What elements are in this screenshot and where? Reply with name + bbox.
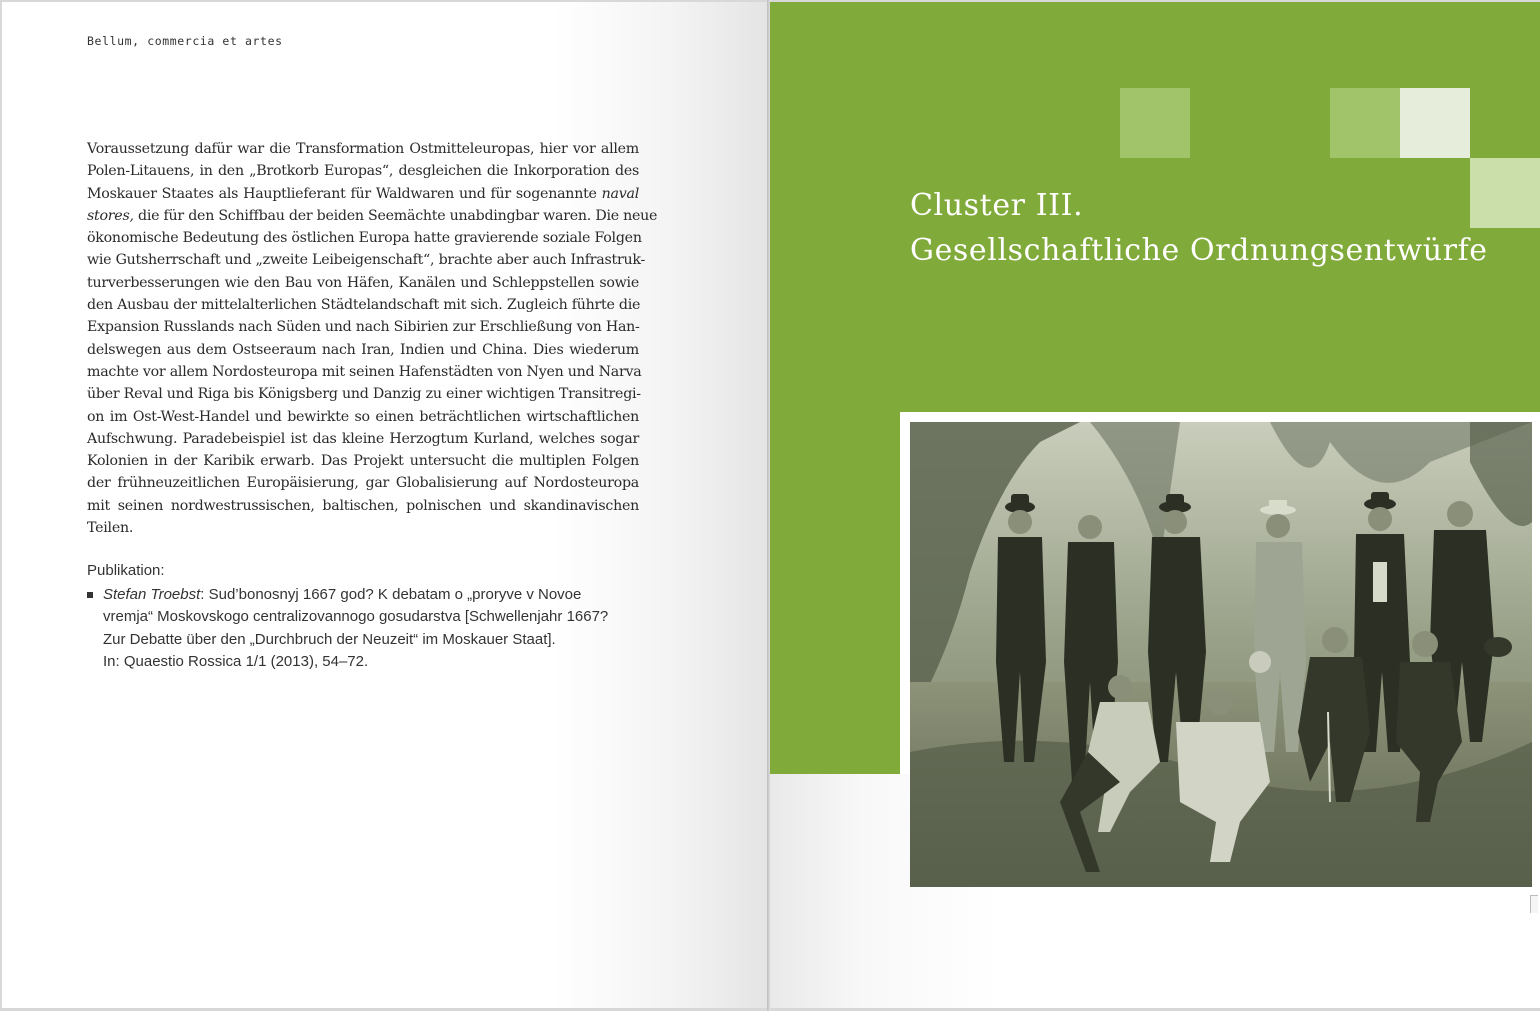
right-page xyxy=(770,2,1540,1008)
publication-entry xyxy=(87,584,647,673)
group-photo-illustration xyxy=(910,422,1532,887)
text-line: über Reval und Riga bis Königsberg und Danzig zu einer wichtigen Transitregi- xyxy=(87,386,641,403)
citation-line: vremja“ Moskovskogo centralizovannogo gosudarstva [Schwellenjahr 1667? xyxy=(103,608,609,626)
historical-group-photo xyxy=(910,422,1532,887)
citation-line: In: Quaestio Rossica 1/1 (2013), 54–72. xyxy=(103,652,369,670)
cluster-subtitle: Gesellschaftliche Ordnungsentwürfe xyxy=(910,233,1488,268)
text-line: delswegen aus dem Ostseeraum nach Iran, Indien und China. Dies wiederum xyxy=(87,341,639,358)
decorative-square xyxy=(1120,88,1190,158)
citation-line: Stefan Troebst: Sud’bonosnyj 1667 god? K debatam o „proryve v Novoe xyxy=(103,586,582,603)
text-line: ökonomische Bedeutung des östlichen Europa hatte gravierende soziale Folgen xyxy=(87,230,642,247)
text-line: turverbesserungen wie den Bau von Häfen, Kanälen und Schleppstellen sowie xyxy=(87,274,639,291)
text-line: Teilen. xyxy=(87,520,134,537)
page-edge-mark xyxy=(1530,895,1538,913)
text-line: Voraussetzung dafür war die Transformation Ostmitteleuropas, hier vor allem xyxy=(87,141,639,157)
square-bullet-icon xyxy=(87,592,93,598)
text-line: Moskauer Staates als Hauptlieferant für Waldwaren und für sogenannte naval xyxy=(87,185,639,202)
running-head: Bellum, commercia et artes xyxy=(87,34,283,48)
text-line: Aufschwung. Paradebeispiel ist das kleine Herzogtum Kurland, welches sogar xyxy=(87,430,639,447)
decorative-square xyxy=(1330,88,1400,158)
citation-author: Stefan Troebst xyxy=(103,586,201,603)
text-line: machte vor allem Nordosteuropa mit seinen Hafenstädten von Nyen und Narva xyxy=(87,363,642,380)
cluster-title xyxy=(910,183,1530,273)
text-line: on im Ost-West-Handel und bewirkte so einen beträchtlichen wirtschaftlichen xyxy=(87,408,639,425)
text-line: wie Gutsherrschaft und „zweite Leibeigenschaft“, brachte aber auch Infrastruk- xyxy=(87,252,646,269)
body-paragraph xyxy=(87,138,658,539)
text-line: mit seinen nordwestrussischen, baltischen, polnischen und skandinavischen xyxy=(87,497,639,514)
text-line: der frühneuzeitlichen Europäisierung, gar Globalisierung auf Nordosteuropa xyxy=(87,475,639,492)
text-line: Polen-Litauens, in den „Brotkorb Europas“, desgleichen die Inkorporation des xyxy=(87,163,639,180)
citation-line: Zur Debatte über den „Durchbruch der Neuzeit“ im Moskauer Staat]. xyxy=(103,630,556,648)
publication-label: Publikation: xyxy=(87,562,165,579)
left-page xyxy=(2,2,768,1008)
decorative-square xyxy=(1400,88,1470,158)
text-line: stores, die für den Schiffbau der beiden Seemächte unabdingbar waren. Die neue xyxy=(87,207,658,224)
text-line: den Ausbau der mittelalterlichen Städtelandschaft mit sich. Zugleich führte die xyxy=(87,297,641,314)
text-line: Expansion Russlands nach Süden und nach Sibirien zur Erschließung von Han- xyxy=(87,319,640,336)
text-line: Kolonien in der Karibik erwarb. Das Projekt untersucht die multiplen Folgen xyxy=(87,453,639,470)
cluster-number: Cluster III. xyxy=(910,188,1084,223)
